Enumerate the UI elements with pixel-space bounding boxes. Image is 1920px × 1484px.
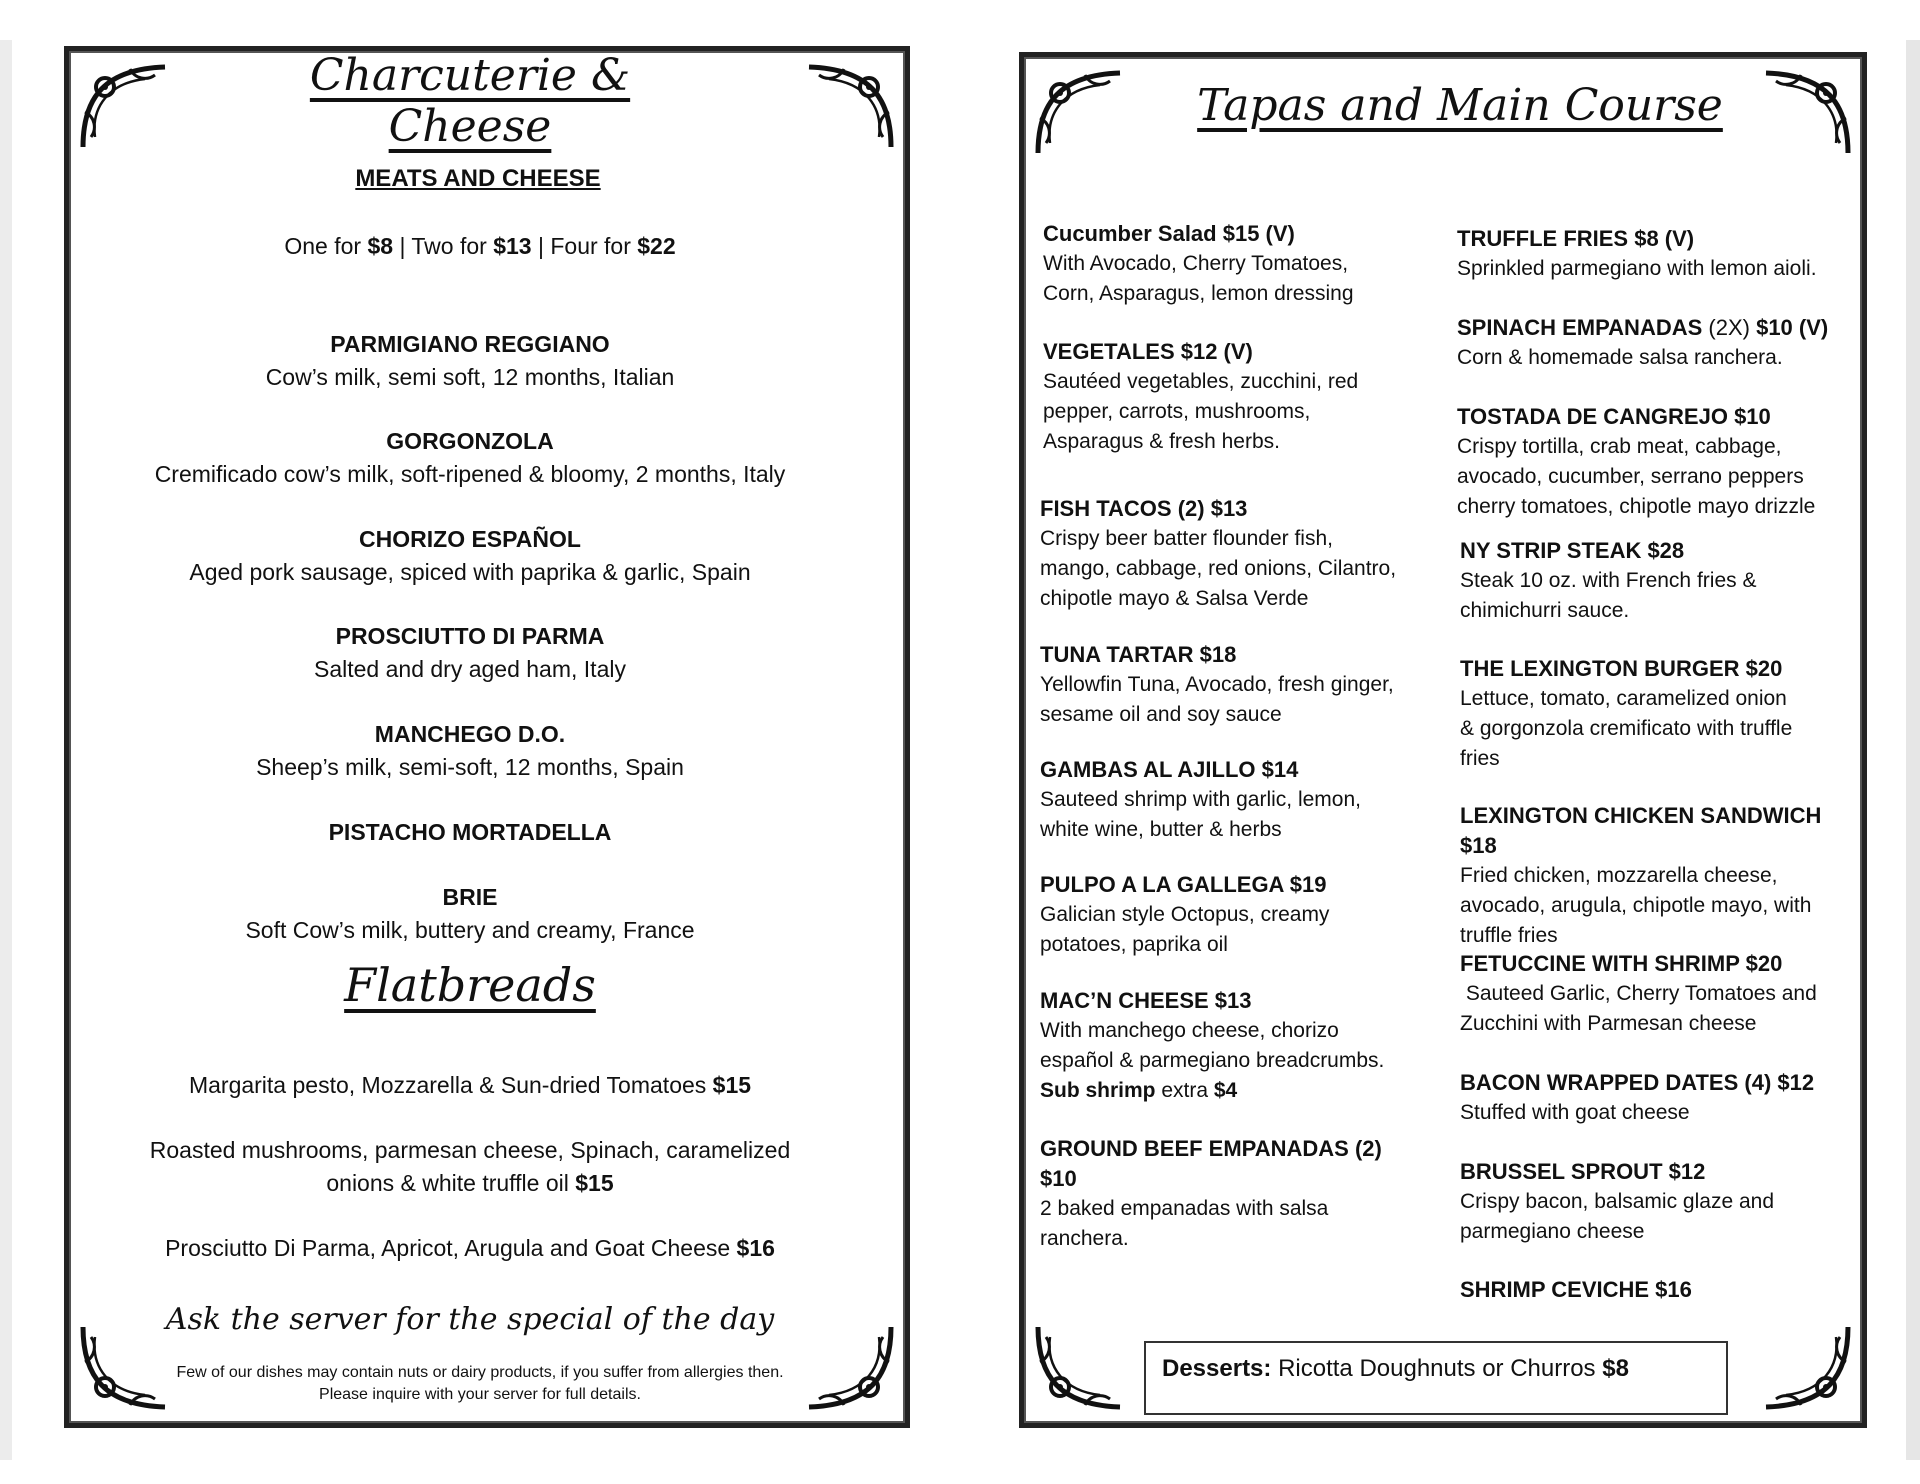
menu-item: BACON WRAPPED DATES (4) $12 Stuffed with goat cheese xyxy=(1460,1070,1815,1124)
page-edge-left xyxy=(0,40,12,1460)
meats-cheese-heading: MEATS AND CHEESE xyxy=(355,165,601,192)
desserts-label: Desserts: xyxy=(1162,1355,1272,1382)
flatbread-item: Roasted mushrooms, parmesan cheese, Spinach, caramelized onions & white truffle oil $15 xyxy=(149,1137,791,1196)
cheese-item: BRIE Soft Cow’s milk, buttery and creamy, France xyxy=(245,884,695,943)
menu-item: SHRIMP CEVICHE $16 xyxy=(1460,1277,1692,1302)
menu-item: TRUFFLE FRIES $8 (V) Sprinkled parmegiano with lemon aioli. xyxy=(1457,226,1817,280)
flatbread-item: Margarita pesto, Mozzarella & Sun-dried Tomatoes $15 xyxy=(188,1072,752,1098)
menu-item: BRUSSEL SPROUT $12 Crispy bacon, balsamic glaze and parmegiano cheese xyxy=(1460,1159,1774,1243)
flatbreads-title: Flatbreads xyxy=(344,958,596,1012)
cheese-item: MANCHEGO D.O. Sheep’s milk, semi-soft, 12 months, Spain xyxy=(256,721,684,780)
flatbread-item: Prosciutto Di Parma, Apricot, Arugula and Goat Cheese $16 xyxy=(165,1235,775,1261)
menu-item: TOSTADA DE CANGREJO $10 Crispy tortilla, crab meat, cabbage, avocado, cucumber, serrano peppers cherry tomatoes, chipotle mayo drizzle xyxy=(1457,404,1816,518)
corner-flourish-icon xyxy=(75,57,175,157)
special-of-day-note: Ask the server for the special of the day xyxy=(165,1302,775,1337)
menu-item: THE LEXINGTON BURGER $20 Lettuce, tomato, caramelized onion & gorgonzola cremificato with truffle fries xyxy=(1460,656,1793,770)
tapas-title: Tapas and Main Course xyxy=(1197,80,1723,131)
corner-flourish-icon xyxy=(799,57,899,157)
desserts-price: $8 xyxy=(1602,1355,1629,1382)
allergy-notice: Few of our dishes may contain nuts or dairy products, if you suffer from allergies then. Please inquire with your server for full details. xyxy=(176,1364,784,1403)
menu-item: LEXINGTON CHICKEN SANDWICH $18 Fried chicken, mozzarella cheese, avocado, arugula, chipotle mayo, with truffle fries xyxy=(1460,803,1822,947)
menu-item: MAC’N CHEESE $13 With manchego cheese, chorizo español & parmegiano breadcrumbs. Sub shrimp extra $4 xyxy=(1040,988,1385,1102)
desserts-text: Ricotta Doughnuts or Churros xyxy=(1271,1355,1603,1382)
menu-item: SPINACH EMPANADAS (2X) $10 (V) Corn & homemade salsa ranchera. xyxy=(1457,315,1829,369)
menu-item: PULPO A LA GALLEGA $19 Galician style Octopus, creamy potatoes, paprika oil xyxy=(1040,872,1330,956)
charcuterie-title: Charcuterie & Cheese xyxy=(309,50,631,152)
desserts-box xyxy=(1144,1341,1728,1415)
corner-flourish-icon xyxy=(1756,63,1856,163)
corner-flourish-icon xyxy=(1756,1317,1856,1417)
corner-flourish-icon xyxy=(1030,63,1130,163)
pricing-line: One for $8 | Two for $13 | Four for $22 xyxy=(284,233,676,259)
page-edge-right xyxy=(1906,40,1920,1460)
menu-item: VEGETALES $12 (V) Sautéed vegetables, zucchini, red pepper, carrots, mushrooms, Asparagus & fresh herbs. xyxy=(1043,339,1359,453)
cheese-item: GORGONZOLA Cremificado cow’s milk, soft-ripened & bloomy, 2 months, Italy xyxy=(154,428,786,487)
menu-item: FETUCCINE WITH SHRIMP $20 Sauteed Garlic, Cherry Tomatoes and Zucchini with Parmesan cheese xyxy=(1460,951,1817,1035)
menu-item: NY STRIP STEAK $28 Steak 10 oz. with French fries & chimichurri sauce. xyxy=(1460,538,1757,622)
menu-item: GROUND BEEF EMPANADAS (2) $10 2 baked empanadas with salsa ranchera. xyxy=(1040,1136,1382,1250)
cheese-item: PARMIGIANO REGGIANO Cow’s milk, semi soft, 12 months, Italian xyxy=(265,331,675,390)
menu-item: FISH TACOS (2) $13 Crispy beer batter flounder fish, mango, cabbage, red onions, Cilantro, chipotle mayo & Salsa Verde xyxy=(1040,496,1397,610)
menu-item: Cucumber Salad $15 (V) With Avocado, Cherry Tomatoes, Corn, Asparagus, lemon dressing xyxy=(1043,221,1354,305)
cheese-item: CHORIZO ESPAÑOL Aged pork sausage, spiced with paprika & garlic, Spain xyxy=(189,526,751,585)
cheese-item: PISTACHO MORTADELLA xyxy=(328,819,612,845)
cheese-item: PROSCIUTTO DI PARMA Salted and dry aged ham, Italy xyxy=(314,623,626,682)
corner-flourish-icon xyxy=(1030,1317,1130,1417)
menu-item: TUNA TARTAR $18 Yellowfin Tuna, Avocado, fresh ginger, sesame oil and soy sauce xyxy=(1040,642,1394,726)
menu-item: GAMBAS AL AJILLO $14 Sauteed shrimp with garlic, lemon, white wine, butter & herbs xyxy=(1040,757,1361,841)
